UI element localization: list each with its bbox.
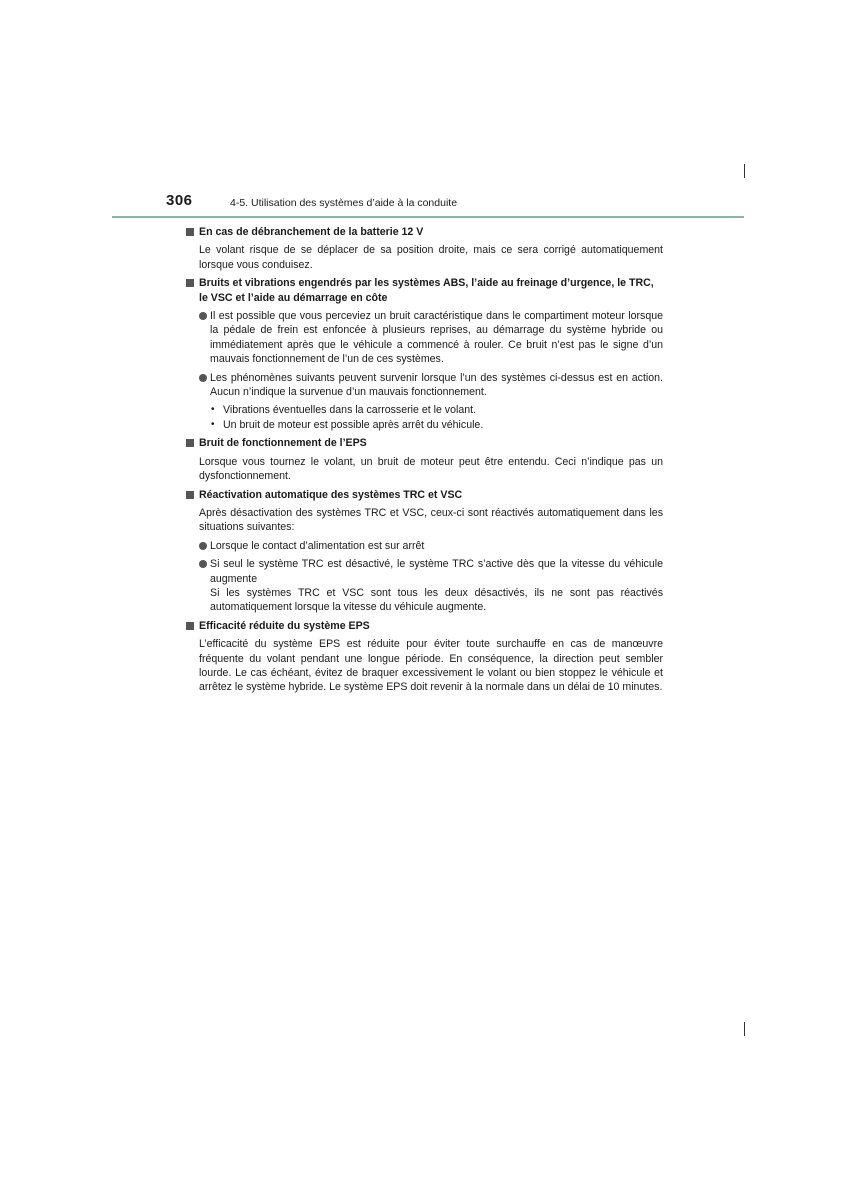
crop-mark-top	[744, 164, 745, 178]
square-bullet-icon	[186, 622, 194, 630]
small-bullet-icon: •	[211, 404, 215, 416]
square-bullet-icon	[186, 228, 194, 236]
paragraph: L’efficacité du système EPS est réduite pour éviter toute surchauffe en cas de manœuvre fréquente du volant pendant une longue période. En conséquence, la direction peut sembler lourde. Le cas échéant, évitez de braquer excessivement le volant ou bien stoppez le véhicule et arrêtez le système hybride. Le système EPS doit revenir à la normale dans un délai de 10 minutes.	[199, 638, 663, 694]
round-bullet-icon	[199, 312, 207, 320]
section-heading	[185, 619, 663, 633]
square-bullet-icon	[186, 439, 194, 447]
paragraph: Lorsque vous tournez le volant, un bruit de moteur peut être entendu. Ceci n’indique pas un dysfonctionnement.	[199, 455, 663, 483]
bullet-text: Les phénomènes suivants peuvent survenir lorsque l’un des systèmes ci-dessus est en action. Aucun n’indique la survenue d’un mauvais fonctionnement.	[210, 371, 663, 399]
bullet-continuation: Si les systèmes TRC et VSC sont tous les deux désactivés, ils ne sont pas réactivés automatiquement lorsque la vitesse du véhicule augmente.	[210, 586, 663, 614]
bullet-item	[185, 309, 663, 367]
sub-list-item	[185, 403, 663, 417]
bullet-text: Si seul le système TRC est désactivé, le système TRC s’active dès que la vitesse du véhicule augmente	[210, 558, 663, 585]
round-bullet-icon	[199, 374, 207, 382]
paragraph: Après désactivation des systèmes TRC et VSC, ceux-ci sont réactivés automatiquement dans les situations suivantes:	[199, 506, 663, 534]
paragraph: Le volant risque de se déplacer de sa position droite, mais ce sera corrigé automatiquement lorsque vous conduisez.	[199, 244, 663, 271]
small-bullet-icon: •	[211, 418, 215, 430]
heading-text: Efficacité réduite du système EPS	[199, 619, 370, 632]
section-heading	[185, 225, 663, 239]
square-bullet-icon	[186, 279, 194, 287]
round-bullet-icon	[199, 542, 207, 550]
page-number: 306	[166, 192, 193, 209]
section-heading	[185, 436, 663, 450]
bullet-item	[185, 539, 663, 553]
sub-item-text: Vibrations éventuelles dans la carrosserie et le volant.	[223, 404, 477, 417]
bullet-text: Lorsque le contact d’alimentation est sur arrêt	[210, 539, 425, 552]
page-content	[185, 225, 663, 695]
bullet-item	[185, 557, 663, 586]
section-title: 4-5. Utilisation des systèmes d’aide à la conduite	[230, 197, 458, 209]
crop-mark-bottom	[744, 1022, 745, 1036]
heading-text: Bruits et vibrations engendrés par les systèmes ABS, l’aide au freinage d’urgence, le TRC, le VSC et l’aide au démarrage en côte	[199, 277, 654, 304]
sub-item-text: Un bruit de moteur est possible après arrêt du véhicule.	[223, 418, 484, 431]
sub-list-item	[185, 418, 663, 432]
header-rule	[112, 216, 744, 218]
section-heading	[185, 488, 663, 502]
bullet-item	[185, 371, 663, 400]
bullet-text: Il est possible que vous perceviez un bruit caractéristique dans le compartiment moteur lorsque la pédale de frein est enfoncée à plusieurs reprises, au démarrage du système hybride ou immédiatement après que le véhicule a commencé à rouler. Ce bruit n’est pas le signe d’un mauvais fonctionnement de l’un de ces systèmes.	[210, 310, 663, 366]
section-heading	[185, 276, 663, 305]
heading-text: Réactivation automatique des systèmes TRC et VSC	[199, 488, 463, 501]
square-bullet-icon	[186, 491, 194, 499]
heading-text: En cas de débranchement de la batterie 12 V	[199, 226, 424, 238]
heading-text: Bruit de fonctionnement de l’EPS	[199, 437, 367, 450]
round-bullet-icon	[199, 560, 207, 568]
